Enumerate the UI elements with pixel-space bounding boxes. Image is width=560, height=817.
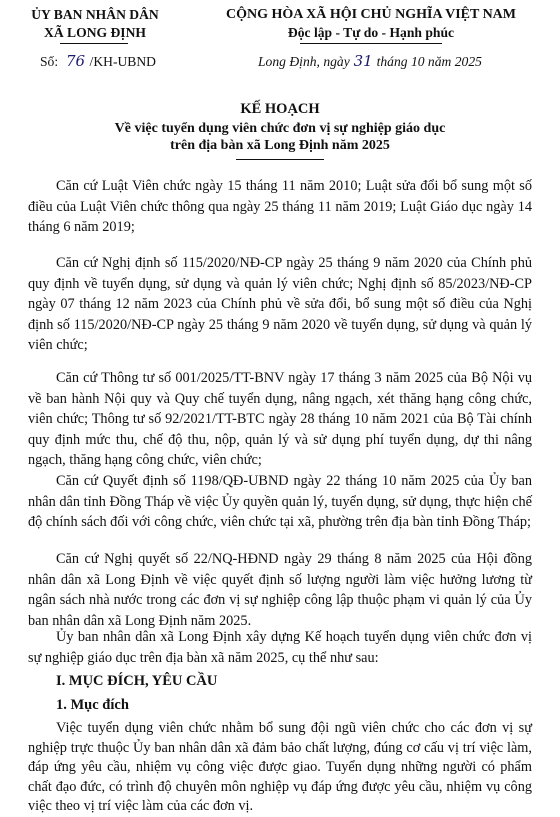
issue-date-prefix: Long Định, ngày: [258, 54, 350, 69]
issue-date: [258, 52, 482, 70]
legal-basis-paragraph-2: Căn cứ Nghị định số 115/2020/NĐ-CP ngày 25 tháng 9 năm 2020 của Chính phủ quy định về tuyển dụng, sử dụng và quản lý viên chức; Nghị định số 85/2023/NĐ-CP ngày 07 tháng 12 năm 2023 của Chính phủ về sửa đổi, bổ sung một số điều của Nghị định số 115/2020/NĐ-CP ngày 25 tháng 9 năm 2020 về tuyển dụng, sử dụng và quản lý viên chức;: [28, 255, 532, 354]
legal-basis-paragraph-4: Căn cứ Quyết định số 1198/QĐ-UBND ngày 22 tháng 10 năm 2025 của Ủy ban nhân dân tỉnh Đồng Tháp về việc Ủy quyền quản lý, tuyển dụng, sử dụng, thực hiện chế độ chính sách đối với công chức, viên chức tại xã, phường trên địa bàn tỉnh Đồng Tháp;: [28, 473, 532, 531]
document-title: KẾ HOẠCH: [240, 101, 320, 117]
document-subtitle: [40, 120, 520, 154]
title-underline: [236, 159, 324, 160]
issuer-underline: [60, 43, 128, 44]
subsection-heading-purpose: 1. Mục đích: [56, 697, 129, 713]
legal-basis-paragraph-5: Căn cứ Nghị quyết số 22/NQ-HĐND ngày 29 tháng 8 năm 2025 của Hội đồng nhân dân xã Long Định về việc quyết định số lượng người làm việc hưởng lương từ ngân sách nhà nước trong các đơn vị sự nghiệp công lập thuộc phạm vi quản lý của Ủy ban nhân dân xã Long Định năm 2025.: [28, 551, 532, 629]
intro-paragraph: Ủy ban nhân dân xã Long Định xây dựng Kế hoạch tuyển dụng viên chức đơn vị sự nghiệp giáo dục trên địa bàn xã năm 2025, cụ thể như sau:: [28, 629, 532, 666]
section-heading-purpose-requirements: I. MỤC ĐÍCH, YÊU CẦU: [56, 673, 218, 689]
national-motto: Độc lập - Tự do - Hạnh phúc: [287, 25, 455, 40]
document-number-handwritten: 76: [66, 52, 86, 70]
legal-basis-paragraph-1: Căn cứ Luật Viên chức ngày 15 tháng 11 năm 2010; Luật sửa đổi bổ sung một số điều của Luật Viên chức thông qua ngày 25 tháng 11 năm 2019; Luật Giáo dục ngày 14 tháng 6 năm 2019;: [28, 178, 532, 236]
document-number: [40, 52, 156, 70]
national-motto-block: [196, 6, 546, 42]
document-number-suffix: /KH-UBND: [89, 54, 157, 69]
issuer-line-2: XÃ LONG ĐỊNH: [44, 25, 146, 40]
issue-date-day-handwritten: 31: [353, 52, 373, 70]
legal-basis-paragraph-3: Căn cứ Thông tư số 001/2025/TT-BNV ngày 17 tháng 3 năm 2025 của Bộ Nội vụ về ban hành Nội quy và Quy chế tuyển dụng, nâng ngạch, xét thăng hạng công chức, viên chức; Thông tư số 92/2021/TT-BTC ngày 28 tháng 10 năm 2021 của Bộ Tài chính quy định mức thu, chế độ thu, nộp, quản lý và sử dụng phí tuyển dụng, dự thi nâng ngạch, thăng hạng công chức, viên chức;: [28, 370, 532, 469]
document-subtitle-line-1: Về việc tuyển dụng viên chức đơn vị sự nghiệp giáo dục: [114, 121, 446, 136]
document-number-prefix: Số:: [40, 54, 59, 69]
issuer-line-1: ỦY BAN NHÂN DÂN: [31, 7, 159, 22]
purpose-paragraph: Việc tuyển dụng viên chức nhằm bổ sung đội ngũ viên chức cho các đơn vị sự nghiệp trực thuộc Ủy ban nhân dân xã đảm bảo chất lượng, đúng cơ cấu vị trí việc làm, đáp ứng yêu cầu, nhiệm vụ công việc được giao. Tuyển dụng những người có phẩm chất đạo đức, có trình độ chuyên môn nghiệp vụ đáp ứng được yêu cầu, nhiệm vụ công việc theo vị trí việc làm của các đơn vị.: [28, 720, 532, 815]
document-subtitle-line-2: trên địa bàn xã Long Định năm 2025: [170, 138, 390, 153]
issue-date-suffix: tháng 10 năm 2025: [376, 54, 482, 69]
issuer-block: [20, 6, 170, 42]
national-name: CỘNG HÒA XÃ HỘI CHỦ NGHĨA VIỆT NAM: [225, 7, 516, 22]
motto-underline: [300, 43, 442, 44]
